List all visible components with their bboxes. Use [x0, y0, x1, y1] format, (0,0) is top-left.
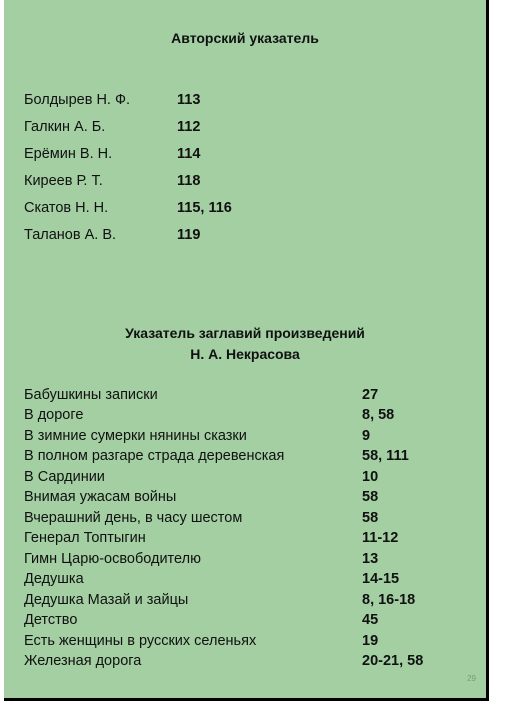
work-title: Железная дорога [24, 653, 142, 669]
author-pages: 114 [177, 146, 201, 162]
author-name: Ерёмин В. Н. [24, 146, 113, 162]
work-title: Дедушка Мазай и зайцы [24, 592, 189, 608]
works-index-title: Указатель заглавий произведений [125, 325, 365, 341]
author-name: Киреев Р. Т. [24, 173, 103, 189]
author-index-title: Авторский указатель [171, 30, 319, 46]
work-title: Дедушка [24, 571, 84, 587]
work-pages: 58, 111 [362, 448, 409, 464]
work-pages: 58 [362, 489, 379, 505]
work-pages: 45 [362, 612, 379, 628]
works-index-subtitle: Н. А. Некрасова [190, 346, 300, 362]
index-panel [4, 0, 489, 701]
author-name: Галкин А. Б. [24, 119, 106, 135]
author-pages: 118 [177, 173, 201, 189]
work-pages: 9 [362, 428, 371, 444]
work-title: В дороге [24, 407, 84, 423]
work-pages: 8, 58 [362, 407, 395, 423]
work-title: Детство [24, 612, 78, 628]
author-pages: 119 [177, 227, 201, 243]
work-title: Есть женщины в русских селеньях [24, 633, 257, 649]
page-number: 29 [467, 674, 476, 683]
author-pages: 112 [177, 119, 201, 135]
work-title: Гимн Царю-освободителю [24, 551, 201, 567]
work-title: В полном разгаре страда деревенская [24, 448, 285, 464]
work-title: Вчерашний день, в часу шестом [24, 510, 243, 526]
author-name: Болдырев Н. Ф. [24, 92, 131, 108]
work-pages: 11-12 [362, 530, 399, 546]
author-name: Скатов Н. Н. [24, 200, 109, 216]
work-title: Бабушкины записки [24, 387, 158, 403]
work-title: В зимние сумерки нянины сказки [24, 428, 247, 444]
work-pages: 19 [362, 633, 379, 649]
work-pages: 13 [362, 551, 379, 567]
author-name: Таланов А. В. [24, 227, 117, 243]
work-pages: 58 [362, 510, 379, 526]
work-title: В Сардинии [24, 469, 105, 485]
work-pages: 27 [362, 387, 379, 403]
work-title: Генерал Топтыгин [24, 530, 146, 546]
author-pages: 115, 116 [177, 200, 232, 216]
work-pages: 10 [362, 469, 379, 485]
author-pages: 113 [177, 92, 201, 108]
work-pages: 14-15 [362, 571, 400, 587]
work-title: Внимая ужасам войны [24, 489, 177, 505]
work-pages: 20-21, 58 [362, 653, 424, 669]
work-pages: 8, 16-18 [362, 592, 416, 608]
